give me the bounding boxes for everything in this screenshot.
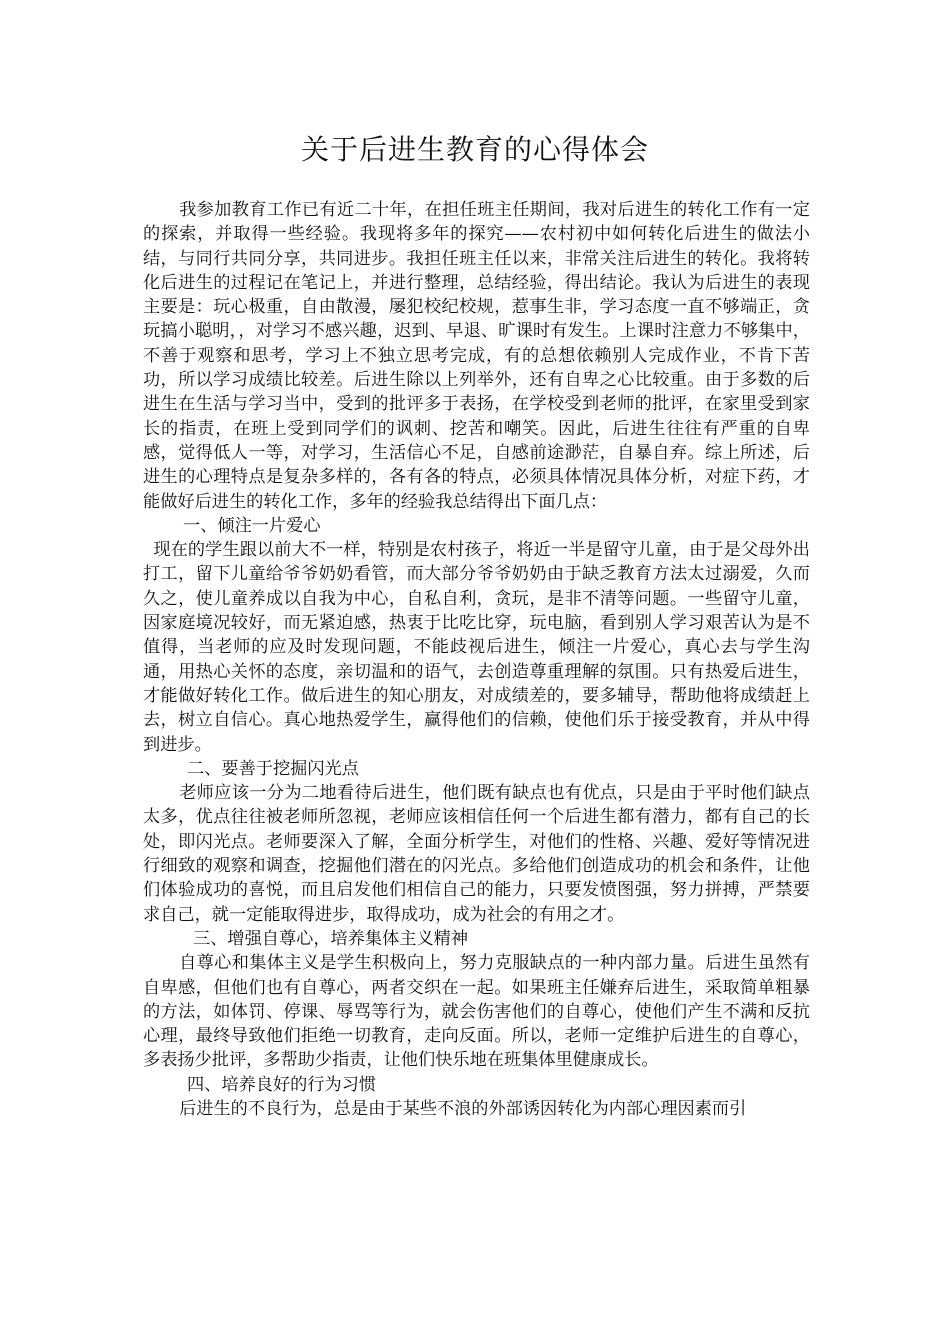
section-paragraph-3: 自尊心和集体主义是学生积极向上，努力克服缺点的一种内部力量。后进生虽然有自卑感，但他们也有自尊心，两者交织在一起。如果班主任嫌弃后进生，采取简单粗暴的方法，如体罚、停课、辱骂等行为，就会伤害他们的自尊心，使他们产生不满和反抗心理，最终导致他们拒绝一切教育，走向反面。所以，老师一定维护后进生的自尊心，多表扬少批评，多帮助少指责，让他们快乐地在班集体里健康成长。 (143, 953, 810, 1071)
section-paragraph-4: 后进生的不良行为，总是由于某些不浪的外部诱因转化为内部心理因素而引 (179, 1098, 747, 1119)
intro-paragraph: 我参加教育工作已有近二十年，在担任班主任期间，我对后进生的转化工作有一定的探索，并取得一些经验。我现将多年的探究——农村初中如何转化后进生的做法小结，与同行共同分享，共同进步。我担任班主任以来，非常关注后进生的转化。我将转化后进生的过程记在笔记上，并进行整理，总结经验，得出结论。我认为后进生的表现主要是：玩心极重，自由散漫，屡犯校纪校规，惹事生非，学习态度一直不够端正，贪玩搞小聪明，，对学习不感兴趣，迟到、早退、旷课时有发生。上课时注意力不够集中，不善于观察和思考，学习上不独立思考完成，有的总想依赖别人完成作业，不肯下苦功，所以学习成绩比较差。后进生除以上列举外，还有自卑之心比较重。由于多数的后进生在生活与学习当中，受到的批评多于表扬，在学校受到老师的批评，在家里受到家长的指责，在班上受到同学们的讽刺、挖苦和嘲笑。因此，后进生往往有严重的自卑感，觉得低人一等，对学习，生活信心不足，自感前途渺茫，自暴自弃。综上所述，后进生的心理特点是复杂多样的，各有各的特点，必须具体情况具体分析，对症下药，才能做好后进生的转化工作，多年的经验我总结得出下面几点： (143, 200, 810, 512)
section-paragraph-1: 现在的学生跟以前大不一样，特别是农村孩子，将近一半是留守儿童，由于是父母外出打工，留下儿童给爷爷奶奶看管，而大部分爷爷奶奶由于缺乏教育方法太过溺爱，久而久之，使儿童养成以自我为中心，自私自利，贪玩，是非不清等问题。一些留守儿童，因家庭境况较好，而无紧迫感，热衷于比吃比穿，玩电脑，看到别人学习艰苦认为是不值得，当老师的应及时发现问题，不能歧视后进生，倾注一片爱心，真心去与学生沟通，用热心关怀的态度，亲切温和的语气，去创造尊重理解的氛围。只有热爱后进生，才能做好转化工作。做后进生的知心朋友，对成绩差的，要多辅导，帮助他将成绩赶上去，树立自信心。真心地热爱学生，赢得他们的信赖，使他们乐于接受教育，并从中得到进步。 (143, 540, 810, 755)
document-body (143, 198, 810, 1121)
section-heading-1: 一、倾注一片爱心 (183, 515, 321, 536)
section-heading-4: 四、培养良好的行为习惯 (187, 1074, 377, 1095)
document-title: 关于后进生教育的心得体会 (300, 133, 649, 166)
section-heading-2: 二、要善于挖掘闪光点 (187, 758, 359, 779)
section-paragraph-2: 老师应该一分为二地看待后进生，他们既有缺点也有优点，只是由于平时他们缺点太多，优点往往被老师所忽视，老师应该相信任何一个后进生都有潜力，都有自己的长处，即闪光点。老师要深入了解，全面分析学生，对他们的性格、兴趣、爱好等情况进行细致的观察和调查，挖掘他们潜在的闪光点。多给他们创造成功的机会和条件，让他们体验成功的喜悦，而且启发他们相信自己的能力，只要发愤图强，努力拼搏，严禁要求自己，就一定能取得进步，取得成功，成为社会的有用之才。 (143, 783, 810, 925)
section-heading-3: 三、增强自尊心，培养集体主义精神 (193, 928, 469, 949)
